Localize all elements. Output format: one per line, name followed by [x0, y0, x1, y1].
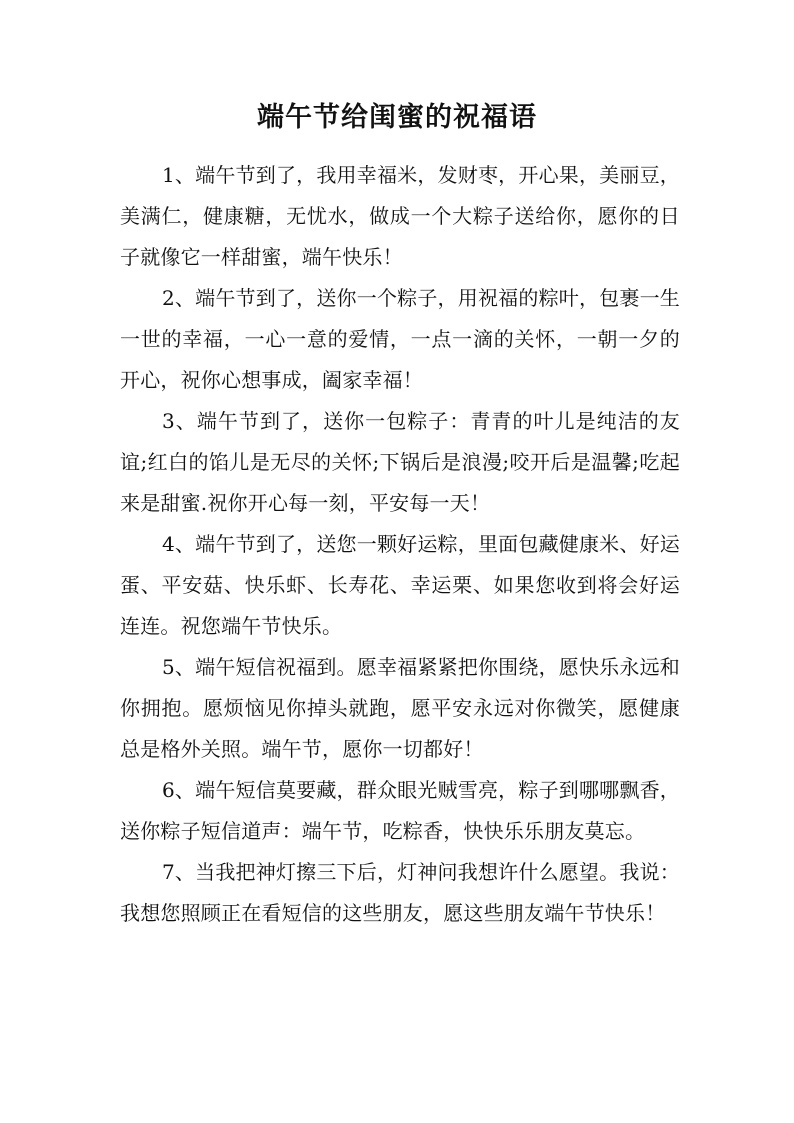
- paragraph-3: 3、端午节到了，送你一包粽子：青青的叶儿是纯洁的友谊;红白的馅儿是无尽的关怀;下锅后是浪漫;咬开后是温馨;吃起来是甜蜜.祝你开心每一刻，平安每一天！: [120, 409, 680, 515]
- document-title: 端午节给闺蜜的祝福语: [257, 102, 537, 133]
- paragraph-4: 4、端午节到了，送您一颗好运粽，里面包藏健康米、好运蛋、平安菇、快乐虾、长寿花、幸运栗、如果您收到将会好运连连。祝您端午节快乐。: [120, 532, 680, 638]
- paragraph-5: 5、端午短信祝福到。愿幸福紧紧把你围绕，愿快乐永远和你拥抱。愿烦恼见你掉头就跑，愿平安永远对你微笑，愿健康总是格外关照。端午节，愿你一切都好！: [120, 655, 680, 761]
- paragraph-7: 7、当我把神灯擦三下后，灯神问我想许什么愿望。我说：我想您照顾正在看短信的这些朋友，愿这些朋友端午节快乐！: [120, 860, 680, 925]
- document-body: [120, 155, 680, 934]
- paragraph-1: 1、端午节到了，我用幸福米，发财枣，开心果，美丽豆，美满仁，健康糖，无忧水，做成一个大粽子送给你，愿你的日子就像它一样甜蜜，端午快乐！: [120, 163, 680, 269]
- paragraph-6: 6、端午短信莫要藏，群众眼光贼雪亮，粽子到哪哪飘香，送你粽子短信道声：端午节，吃粽香，快快乐乐朋友莫忘。: [120, 778, 680, 843]
- paragraph-2: 2、端午节到了，送你一个粽子，用祝福的粽叶，包裹一生一世的幸福，一心一意的爱情，一点一滴的关怀，一朝一夕的开心，祝你心想事成，阖家幸福！: [120, 286, 680, 392]
